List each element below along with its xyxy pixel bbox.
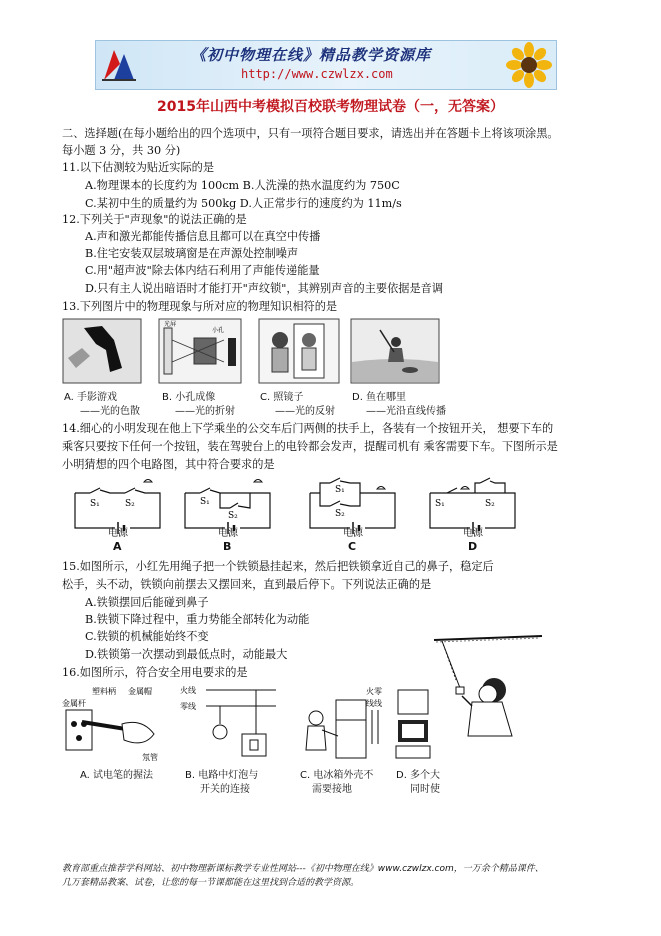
q15-option-d: D.铁锁第一次摆动到最低点时，动能最大 [85, 648, 288, 661]
q12-option-b: B.住宅安装双层玻璃窗是在声源处控制噪声 [85, 247, 299, 260]
circuit-b-label: B [223, 540, 232, 553]
site-logo-icon [100, 44, 138, 84]
q15-option-c: C.铁锁的机械能始终不变 [85, 630, 209, 643]
circuit-a-s1: S₁ [90, 499, 100, 509]
circuit-d-power: 电源 [463, 528, 483, 539]
q13-stem: 13.下列图片中的物理现象与所对应的物理知识相符的是 [62, 300, 338, 313]
q12-option-a: A.声和激光都能传播信息且都可以在真空中传播 [85, 230, 321, 243]
banner-url: http://www.czwlzx.com [241, 67, 393, 81]
q13-sub-d: ——光沿直线传播 [366, 406, 446, 417]
section-instructions-line1: 二、选择题(在每小题给出的四个选项中，只有一项符合题目要求，请选出并在答题卡上将该项涂黑。 [62, 127, 559, 140]
q16-stem: 16.如图所示，符合安全用电要求的是 [62, 666, 248, 679]
fridge-live-neutral-label: 火零 [366, 687, 382, 696]
circuit-d-s1: S₁ [435, 499, 445, 509]
q15-option-b: B.铁锁下降过程中，重力势能全部转化为动能 [85, 613, 310, 626]
circuit-a-power: 电源 [108, 528, 128, 539]
q16-caption-d2: 同时使 [410, 784, 440, 795]
circuit-c-label: C [348, 540, 357, 553]
q16-caption-c1: C. 电冰箱外壳不 [300, 770, 374, 781]
q13-label-d: D. 鱼在哪里 [352, 392, 407, 403]
q14-line1: 14.细心的小明发现在他上下学乘坐的公交车后门两侧的扶手上，各装有一个按钮开关， 想要下车的 [62, 422, 554, 435]
circuit-b-s2: S₂ [228, 511, 238, 521]
page-footer [62, 862, 632, 890]
q12-option-d: D.只有主人说出暗语时才能打开"声纹锁"，其辨别声音的主要依据是音调 [85, 282, 444, 295]
bulb-switch-figure [180, 684, 280, 762]
q13-label-c: C. 照镜子 [260, 392, 304, 403]
q13-sub-a: ——光的色散 [80, 406, 140, 417]
q16-caption-c2: 需要接地 [312, 784, 352, 795]
test-pen-rod-label: 金属杆 [62, 699, 86, 708]
q13-sub-c: ——光的反射 [275, 406, 335, 417]
site-banner [95, 40, 557, 90]
footer-line1: 教育部重点推荐学科网站、初中物理新课标教学专业性网站---《初中物理在线》www.czwlzx.com，一万余个精品课件、 [62, 864, 544, 874]
sunflower-icon [504, 42, 554, 88]
circuit-c-power: 电源 [343, 528, 363, 539]
q15-option-a: A.铁锁摆回后能碰到鼻子 [85, 596, 209, 609]
q13-label-b: B. 小孔成像 [162, 392, 216, 403]
q12-stem: 12.下列关于"声现象"的说法正确的是 [62, 213, 247, 226]
circuit-c-s2: S₂ [335, 509, 345, 519]
pinhole-screen-label: 光屏 [164, 321, 177, 328]
q15-line2: 松手，头不动，铁锁向前摆去又摆回来，直到最后停下。下列说法正确的是 [62, 578, 432, 591]
q11-option-ab: A.物理课本的长度约为 100cm B.人洗澡的热水温度约为 750C [85, 179, 400, 192]
multi-appliance-figure [392, 684, 432, 762]
fridge-wire-label: 线线 [366, 699, 382, 708]
banner-title: 《初中物理在线》精品教学资源库 [191, 46, 432, 64]
bulb-live-wire-label: 火线 [180, 686, 196, 695]
q16-caption-b2: 开关的连接 [200, 784, 250, 795]
test-pen-neon-label: 氖管 [142, 753, 158, 762]
section-instructions-line2: 每小题 3 分，共 30 分) [62, 144, 181, 157]
q14-line2: 乘客只要按下任何一个按钮，装在驾驶台上的电铃都会发声，提醒司机有 乘客需要下车。下图所示是 [62, 440, 558, 453]
q11-option-cd: C.某初中生的质量约为 500kg D.人正常步行的速度约为 11m/s [85, 197, 402, 210]
test-pen-figure [62, 684, 162, 762]
circuit-b-power: 电源 [218, 528, 238, 539]
circuit-a-label: A [113, 540, 122, 553]
test-pen-plastic-label: 塑料柄 [92, 687, 116, 696]
circuit-d-label: D [468, 540, 478, 553]
pendulum-lock-figure [432, 632, 544, 740]
mirror-figure [258, 318, 340, 384]
q16-caption-d1: D. 多个大 [396, 770, 441, 781]
bulb-neutral-wire-label: 零线 [180, 702, 196, 711]
circuit-c-s1: S₁ [335, 485, 345, 495]
q13-label-a: A. 手影游戏 [64, 392, 118, 403]
footer-line2: 几万套精品教案、试卷，让您的每一节课都能在这里找到合适的教学资源。 [62, 878, 360, 888]
test-pen-cap-label: 金属帽 [128, 687, 152, 696]
q16-caption-a: A. 试电笔的握法 [80, 770, 154, 781]
hand-shadow-figure [62, 318, 142, 384]
q13-sub-b: ——光的折射 [175, 406, 235, 417]
q12-option-c: C.用"超声波"除去体内结石利用了声能传递能量 [85, 264, 320, 277]
circuit-a-s2: S₂ [125, 499, 135, 509]
q14-line3: 小明猜想的四个电路图，其中符合要求的是 [62, 458, 275, 471]
fridge-figure [292, 684, 392, 762]
q15-line1: 15.如图所示，小红先用绳子把一个铁锁悬挂起来，然后把铁锁拿近自己的鼻子，稳定后 [62, 560, 494, 573]
pinhole-figure [158, 318, 242, 384]
q11-stem: 11.以下估测较为贴近实际的是 [62, 161, 215, 174]
pinhole-hole-label: 小孔 [212, 327, 225, 334]
circuit-b-s1: S₁ [200, 497, 210, 507]
page-title: 2015年山西中考模拟百校联考物理试卷（一，无答案） [157, 99, 504, 115]
fishing-figure [350, 318, 440, 384]
q16-caption-b1: B. 电路中灯泡与 [185, 770, 259, 781]
circuit-d-s2: S₂ [485, 499, 495, 509]
